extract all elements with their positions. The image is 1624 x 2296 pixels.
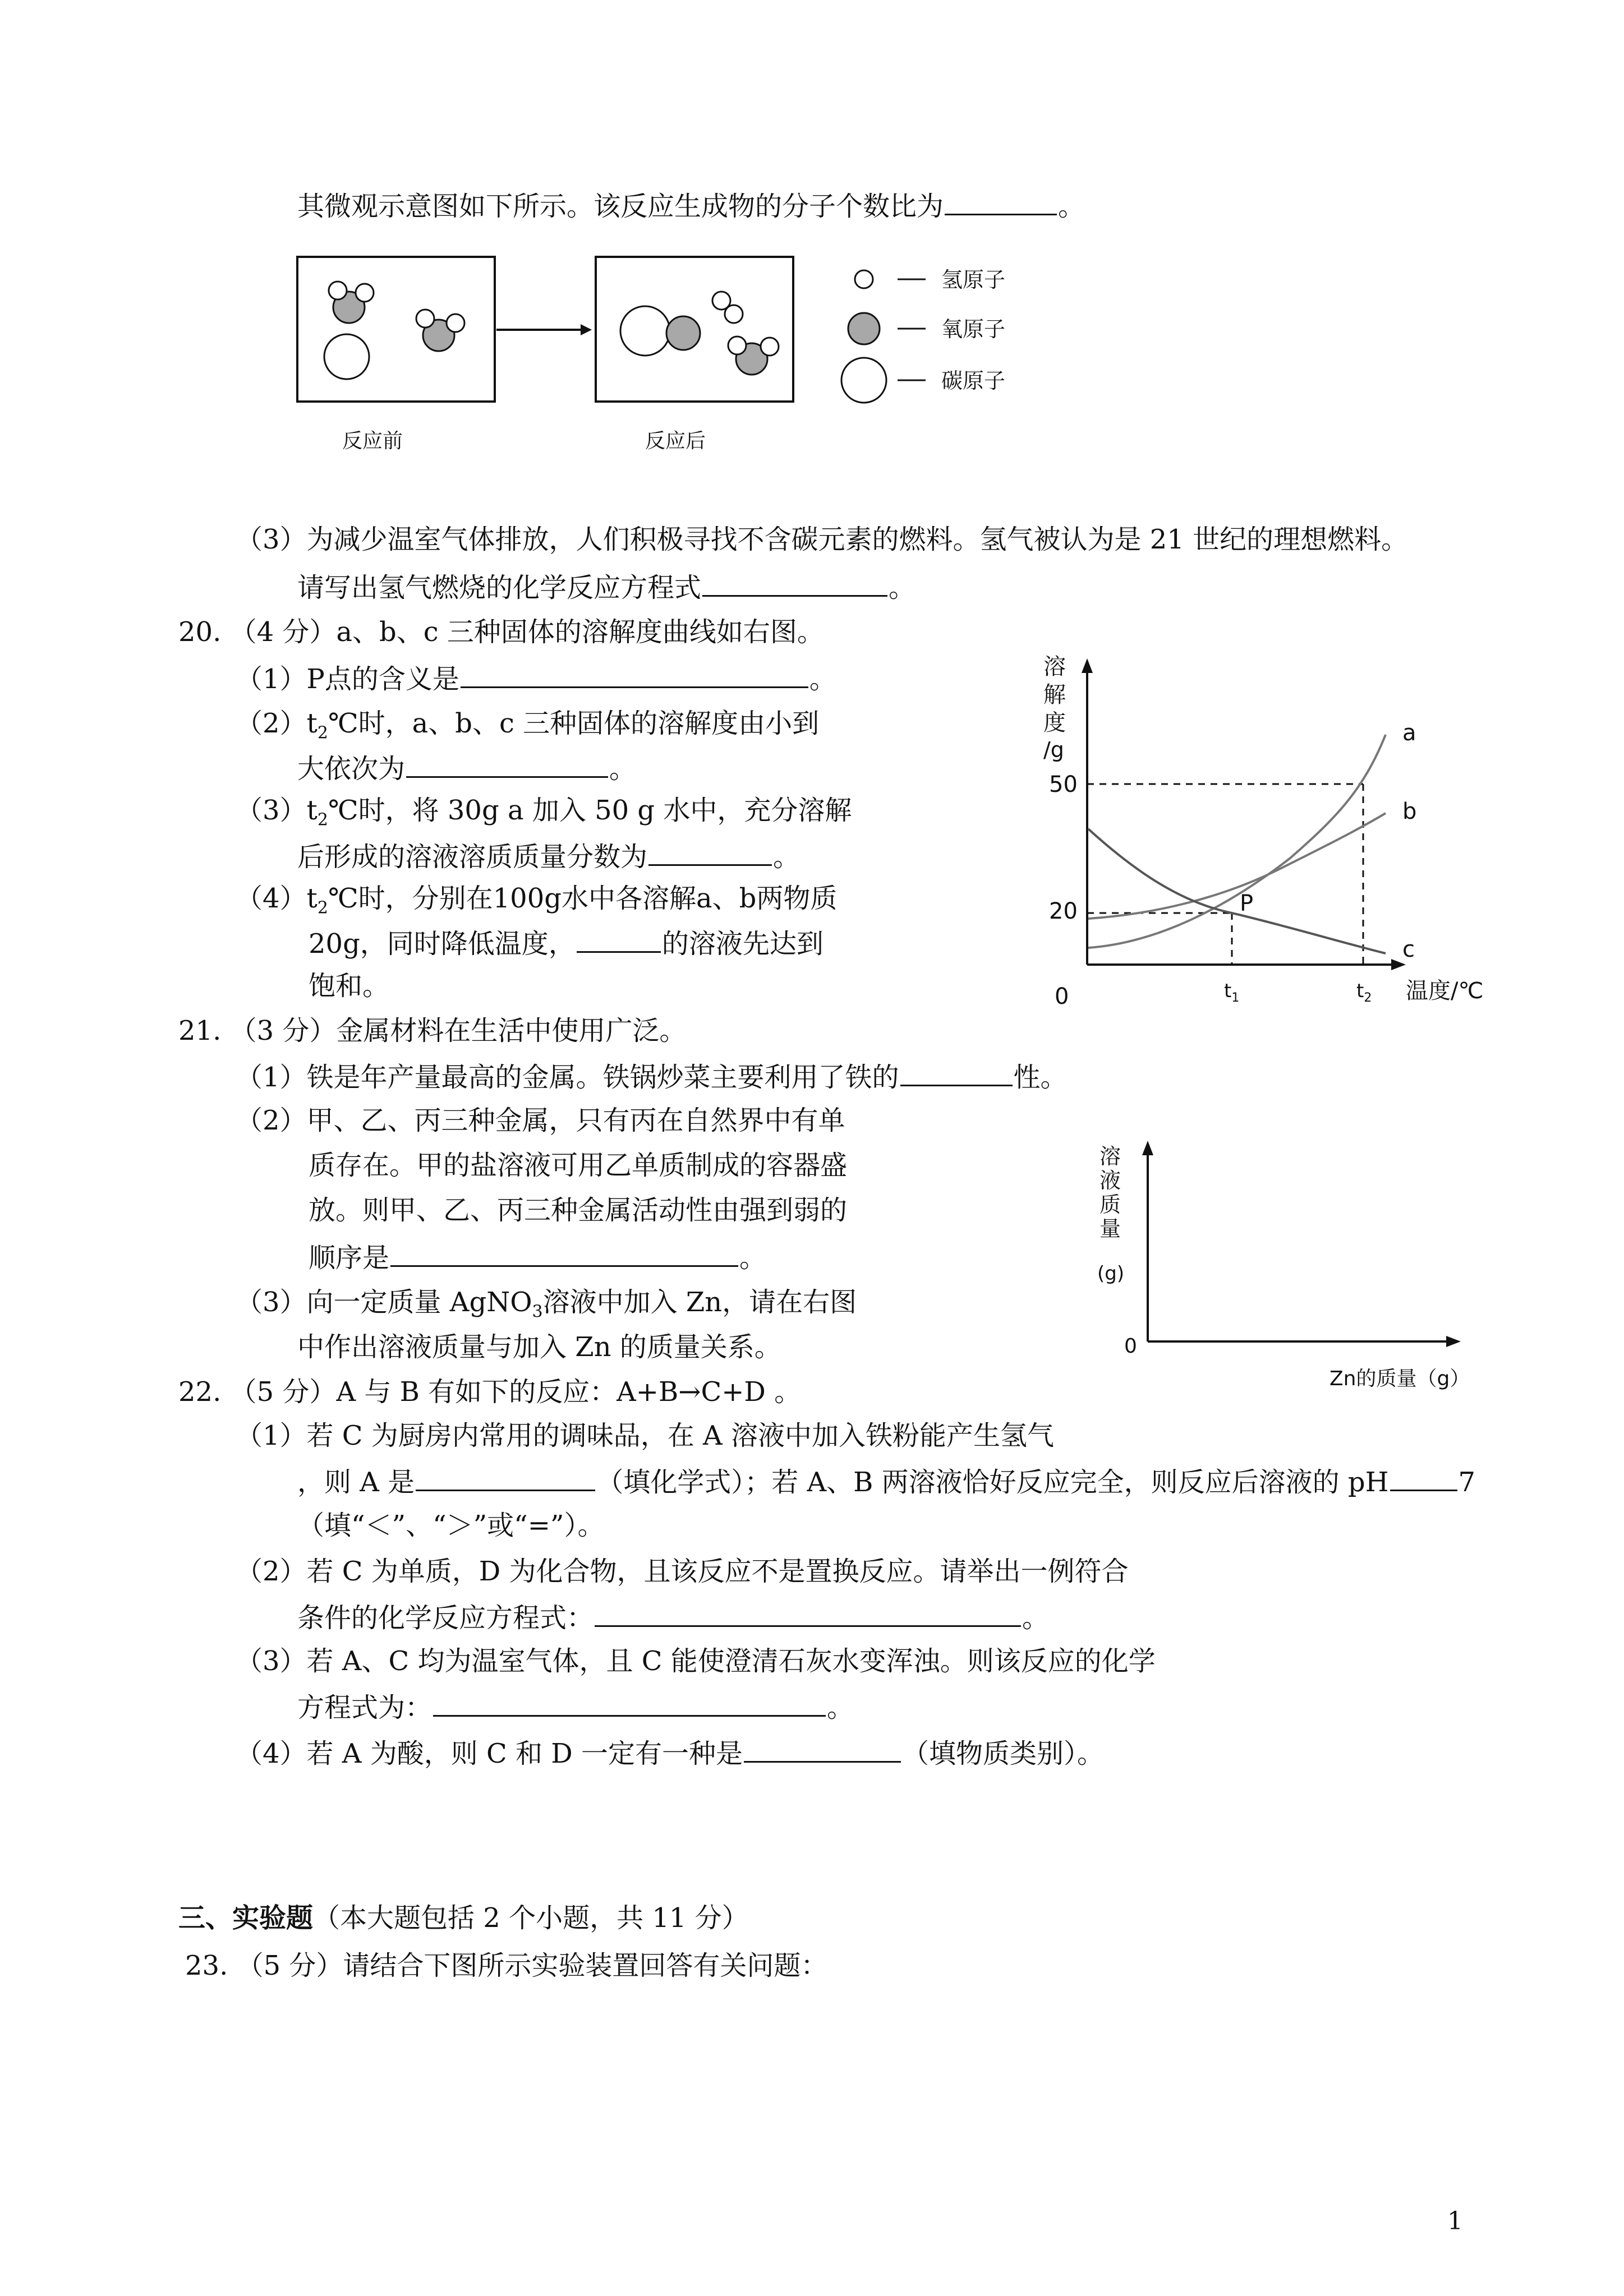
q22-p4: （4）若 A 为酸，则 C 和 D 一定有一种是 （填物质类别）。: [236, 1735, 1104, 1771]
q20-p2-blank[interactable]: [406, 750, 608, 778]
xtick-t1: $t_1$: [1224, 980, 1240, 1005]
q22-p2-line2: 条件的化学反应方程式： 。: [297, 1599, 1049, 1635]
chart-ylabel-3: 度: [1043, 710, 1066, 736]
after-molecules: [620, 292, 779, 375]
reaction-diagram: [280, 247, 1066, 471]
before-label: 反应前: [342, 430, 403, 453]
q22-p1-line3: （填“＜”、“＞”或“=”）。: [297, 1510, 605, 1541]
chart-xlabel: 温度/℃: [1406, 978, 1484, 1004]
zn-ylabel-1: 溶: [1099, 1144, 1121, 1169]
zn-ylabel-2: 液: [1099, 1168, 1121, 1193]
zn-xlabel: Zn的质量（g）: [1329, 1367, 1470, 1390]
q20-p4-line2: 20g，同时降低温度， 的溶液先达到: [309, 925, 823, 961]
q19-answer-blank[interactable]: [945, 188, 1057, 215]
q22-p1-formula-blank[interactable]: [416, 1464, 595, 1491]
q22-title: 22. （5 分）A 与 B 有如下的反应：A+B→C+D 。: [178, 1376, 802, 1408]
q21-p1: （1）铁是年产量最高的金属。铁锅炒菜主要利用了铁的 性。: [236, 1059, 1068, 1094]
q20-p1-blank[interactable]: [461, 661, 808, 688]
series-b-label: b: [1402, 799, 1417, 824]
ytick-20: 20: [1049, 898, 1078, 924]
section3-heading: 三、实验题（本大题包括 2 个小题，共 11 分）: [178, 1902, 749, 1934]
q22-p1-line1: （1）若 C 为厨房内常用的调味品，在 A 溶液中加入铁粉能产生氢气: [236, 1420, 1054, 1451]
diagram-legend: [841, 268, 1005, 403]
q22-p2-blank[interactable]: [595, 1599, 1021, 1627]
q21-p2-line4: 顺序是 。: [309, 1239, 766, 1275]
curve-c: [1088, 829, 1386, 953]
q20-p2-line1: $(2)t_2℃$时，a、b、c 三种固体的溶解度由小到: [236, 708, 820, 743]
q22-p3-blank[interactable]: [433, 1689, 826, 1717]
zn-chart[interactable]: [1083, 1133, 1509, 1396]
q21-p2-line1: （2）甲、乙、丙三种金属，只有丙在自然界中有单: [236, 1105, 845, 1136]
chart-ylabel-2: 解: [1043, 682, 1066, 708]
q21-p2-blank[interactable]: [390, 1239, 738, 1267]
chart-ylabel-4: /g: [1043, 737, 1064, 762]
legend-hydrogen: 氢原子: [941, 268, 1006, 292]
q21-p2-line3: 放。则甲、乙、丙三种金属活动性由强到弱的: [309, 1195, 848, 1226]
chart-ylabel-1: 溶: [1043, 654, 1066, 680]
solubility-chart: [1027, 651, 1531, 1032]
q20-p4-line1: $(4)t_2℃$时，分别在100g水中各溶解a、b两物质: [236, 883, 838, 918]
q20-p4-line3: 饱和。: [309, 970, 390, 1002]
q22-p3-line1: （3）若 A、C 均为温室气体，且 C 能使澄清石灰水变浑浊。则该反应的化学: [236, 1645, 1156, 1677]
q21-p3-line1: （3）向一定质量 AgNO$_3$溶液中加入 Zn，请在右图: [236, 1287, 857, 1322]
before-box: [297, 257, 495, 402]
zn-yunit: (g): [1097, 1262, 1125, 1285]
legend-oxygen: 氧原子: [941, 317, 1006, 342]
xtick-t2: $t_2$: [1356, 980, 1372, 1005]
q20-title: 20. （4 分）a、b、c 三种固体的溶解度曲线如右图。: [178, 616, 824, 648]
page-number: 1: [1447, 2207, 1463, 2235]
ytick-0: 0: [1055, 984, 1069, 1009]
before-molecules: [324, 282, 464, 379]
q20-p4-blank[interactable]: [577, 925, 661, 953]
q23-title: 23. （5 分）请结合下图所示实验装置回答有关问题：: [185, 1950, 828, 1981]
q22-p3-line2: 方程式为： 。: [297, 1689, 854, 1725]
q22-p1-line2: ，则 A 是 （填化学式）；若 A、B 两溶液恰好反应完全，则反应后溶液的 pH 7: [297, 1464, 1475, 1499]
series-c-label: c: [1402, 937, 1415, 962]
q20-p3-blank[interactable]: [648, 838, 772, 866]
zn-origin: 0: [1124, 1335, 1137, 1358]
q22-p2-line1: （2）若 C 为单质，D 为化合物，且该反应不是置换反应。请举出一例符合: [236, 1556, 1129, 1587]
q20-p3-line1: $(3)t_2℃$时，将 30g a 加入 50 g 水中，充分溶解: [236, 795, 852, 830]
ytick-50: 50: [1049, 772, 1078, 797]
zn-ylabel-3: 质: [1099, 1192, 1121, 1217]
legend-carbon: 碳原子: [941, 368, 1006, 393]
q19-line1: 其微观示意图如下所示。该反应生成物的分子个数比为 。: [297, 188, 1085, 223]
point-p-label: P: [1240, 891, 1254, 916]
zn-ylabel-4: 量: [1099, 1216, 1121, 1241]
q22-p4-blank[interactable]: [744, 1735, 901, 1763]
q21-p1-blank[interactable]: [900, 1059, 1013, 1086]
curve-a: [1088, 735, 1386, 948]
q22-p1-ph-blank[interactable]: [1390, 1464, 1457, 1491]
q21-title: 21. （3 分）金属材料在生活中使用广泛。: [178, 1015, 687, 1046]
q20-p2-line2: 大依次为 。: [297, 750, 636, 786]
q21-p3-line2: 中作出溶液质量与加入 Zn 的质量关系。: [297, 1331, 781, 1363]
q20-p1: （1）P点的含义是 。: [236, 661, 836, 696]
q19-text: 其微观示意图如下所示。该反应生成物的分子个数比为: [297, 191, 944, 222]
q19-equation-blank[interactable]: [702, 569, 887, 597]
after-label: 反应后: [645, 430, 706, 453]
q21-p2-line2: 质存在。甲的盐溶液可用乙单质制成的容器盛: [309, 1150, 848, 1181]
q20-p3-line2: 后形成的溶液溶质质量分数为 。: [297, 838, 800, 874]
q19-p3-line2: 请写出氢气燃烧的化学反应方程式 。: [297, 569, 915, 605]
q19-p3-line1: （3）为减少温室气体排放，人们积极寻找不含碳元素的燃料。氢气被认为是 21 世纪的理想燃料。: [236, 524, 1409, 555]
series-a-label: a: [1402, 720, 1416, 746]
